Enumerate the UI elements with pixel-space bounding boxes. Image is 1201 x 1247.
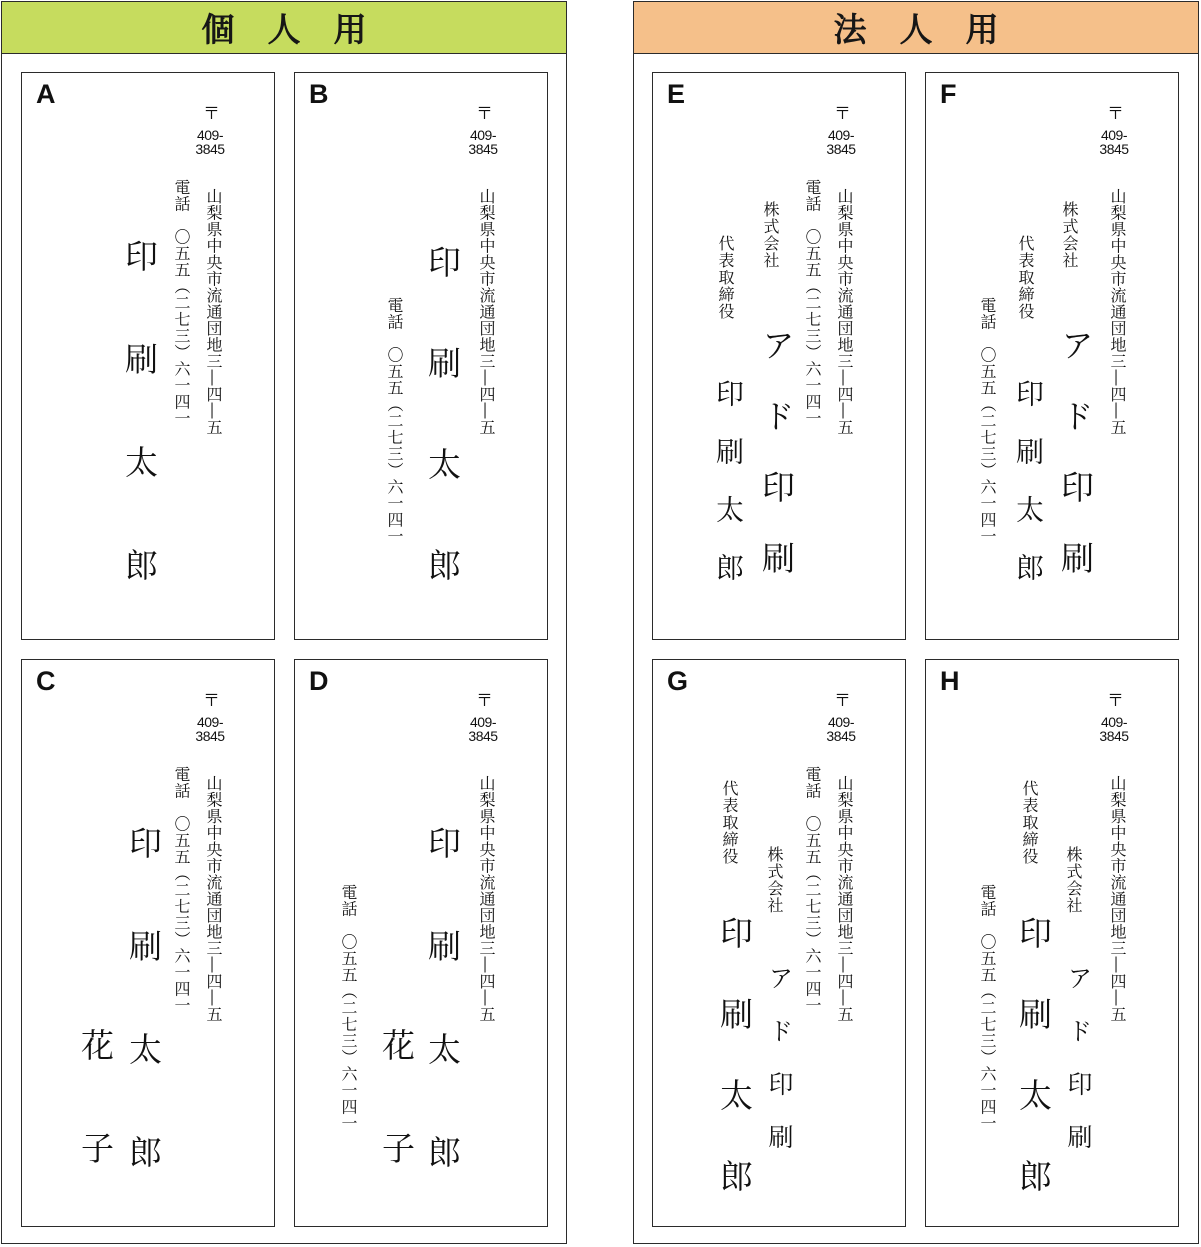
postal-code: 409- 3845 [1099, 127, 1129, 157]
phone: 電話 〇五五（二七三）六一四一 [172, 179, 191, 427]
postal-code: 409- 3845 [826, 714, 856, 744]
representative-name: 印刷太郎 [1014, 916, 1053, 1240]
postal-code: 409- 3845 [195, 714, 225, 744]
person-name: 印刷太郎 [423, 245, 462, 649]
address: 山梨県中央市流通団地三―四―五 [1108, 775, 1127, 1023]
role-title: 代表取締役 [1016, 235, 1035, 320]
postal-mark-icon: 〒 [476, 104, 493, 124]
postal-code: 409- 3845 [468, 127, 498, 157]
address: 山梨県中央市流通団地三―四―五 [1108, 188, 1127, 436]
card-letter: B [309, 79, 329, 109]
card-a[interactable] [21, 72, 275, 651]
postal-mark-icon: 〒 [203, 691, 220, 711]
company-name: アド印刷 [1064, 965, 1093, 1177]
card-h[interactable] [925, 659, 1179, 1240]
phone: 電話 〇五五（二七三）六一四一 [978, 297, 997, 545]
role-title: 代表取締役 [720, 780, 739, 865]
address: 山梨県中央市流通団地三―四―五 [835, 775, 854, 1023]
company-prefix: 株式会社 [765, 846, 784, 914]
representative-name: 印刷太郎 [715, 916, 754, 1240]
card-g[interactable] [652, 659, 906, 1240]
card-letter: C [36, 666, 56, 696]
postal-mark-icon: 〒 [1107, 104, 1124, 124]
address: 山梨県中央市流通団地三―四―五 [204, 188, 223, 436]
card-c[interactable] [21, 659, 275, 1238]
phone: 電話 〇五五（二七三）六一四一 [803, 179, 822, 427]
card-letter: E [667, 79, 686, 109]
address: 山梨県中央市流通団地三―四―五 [477, 775, 496, 1023]
postal-code: 409- 3845 [1099, 714, 1129, 744]
phone: 電話 〇五五（二七三）六一四一 [803, 766, 822, 1014]
phone: 電話 〇五五（二七三）六一四一 [385, 297, 404, 545]
postal-mark-icon: 〒 [203, 104, 220, 124]
company-prefix: 株式会社 [1060, 201, 1079, 269]
address: 山梨県中央市流通団地三―四―五 [835, 188, 854, 436]
postal-mark-icon: 〒 [834, 691, 851, 711]
company-name: アド印刷 [757, 328, 796, 612]
personal-header: 個 人 用 [2, 2, 566, 54]
postal-mark-icon: 〒 [476, 691, 493, 711]
given-name: 花子 [76, 1028, 115, 1234]
postal-code: 409- 3845 [826, 127, 856, 157]
address: 山梨県中央市流通団地三―四―五 [204, 775, 223, 1023]
phone: 電話 〇五五（二七三）六一四一 [339, 884, 358, 1132]
card-letter: F [940, 79, 957, 109]
postal-mark-icon: 〒 [834, 104, 851, 124]
company-name: アド印刷 [1056, 328, 1095, 612]
corporate-header: 法 人 用 [634, 2, 1198, 54]
personal-panel [1, 1, 567, 1244]
card-d[interactable] [294, 659, 548, 1238]
person-name: 印刷太郎 [423, 826, 462, 1238]
card-letter: D [309, 666, 329, 696]
address: 山梨県中央市流通団地三―四―五 [477, 188, 496, 436]
representative-name: 印刷太郎 [1012, 379, 1045, 611]
card-e[interactable] [652, 72, 906, 640]
corporate-panel [633, 1, 1199, 1244]
phone: 電話 〇五五（二七三）六一四一 [978, 884, 997, 1132]
given-name: 花子 [377, 1028, 416, 1234]
card-letter: A [36, 79, 56, 109]
postal-code: 409- 3845 [468, 714, 498, 744]
company-prefix: 株式会社 [1064, 846, 1083, 914]
postal-mark-icon: 〒 [1107, 691, 1124, 711]
role-title: 代表取締役 [716, 235, 735, 320]
card-f[interactable] [925, 72, 1179, 640]
company-prefix: 株式会社 [761, 201, 780, 269]
role-title: 代表取締役 [1020, 780, 1039, 865]
postal-code: 409- 3845 [195, 127, 225, 157]
card-letter: G [667, 666, 689, 696]
phone: 電話 〇五五（二七三）六一四一 [172, 766, 191, 1014]
company-name: アド印刷 [765, 965, 794, 1177]
person-name: 印刷太郎 [120, 239, 159, 651]
person-name: 印刷太郎 [124, 826, 163, 1238]
card-letter: H [940, 666, 960, 696]
card-b[interactable] [294, 72, 548, 649]
representative-name: 印刷太郎 [712, 379, 745, 611]
